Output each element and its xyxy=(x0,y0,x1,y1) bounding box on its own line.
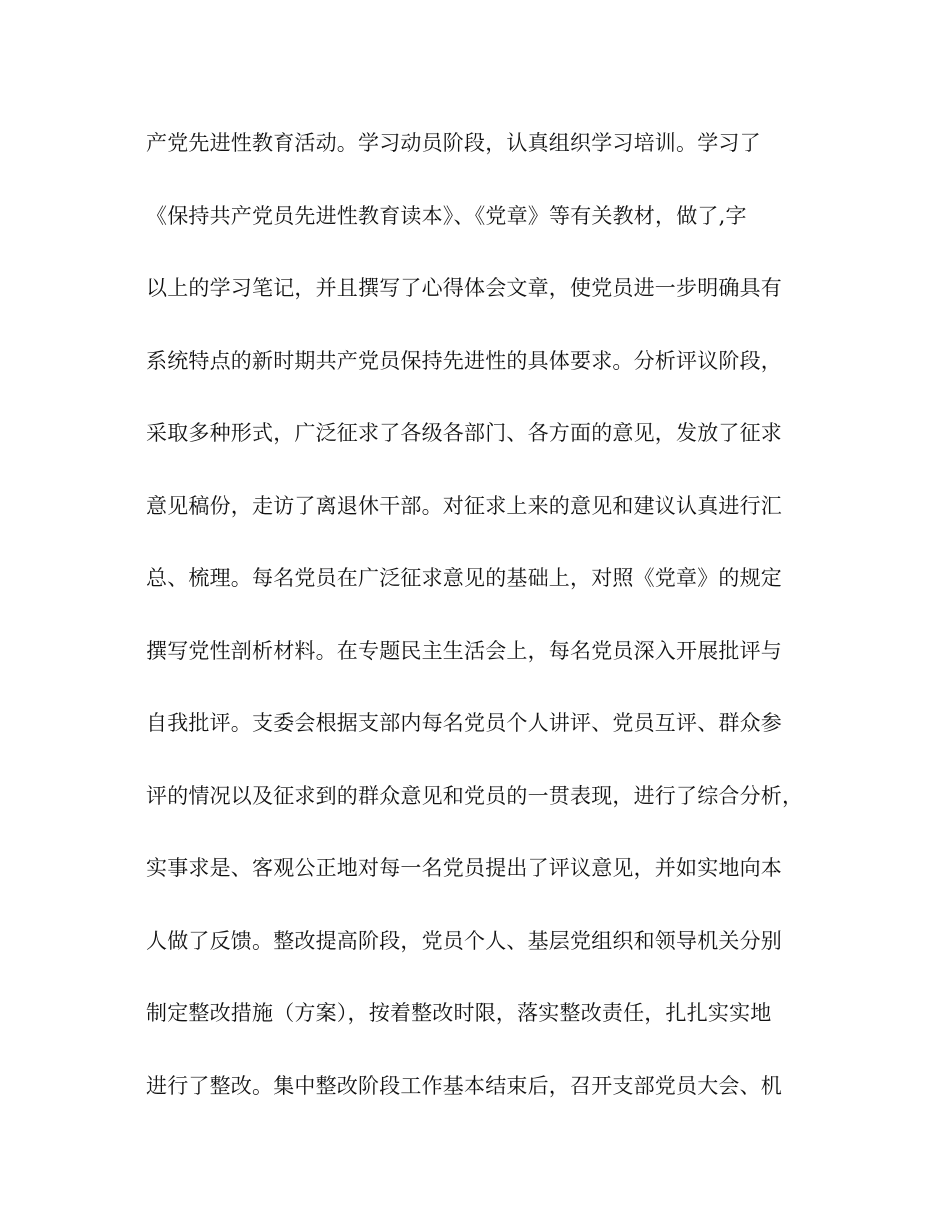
text-line: 人做了反馈。整改提高阶段，党员个人、基层党组织和领导机关分别 xyxy=(146,928,782,953)
text-line: 评的情况以及征求到的群众意见和党员的一贯表现，进行了综合分析， xyxy=(146,783,804,808)
text-line: 产党先进性教育活动。学习动员阶段，认真组织学习培训。学习了 xyxy=(146,131,761,155)
text-line: 自我批评。支委会根据支部内每名党员个人讲评、党员互评、群众参 xyxy=(146,711,782,735)
text-line: 撰写党性剖析材料。在专题民主生活会上，每名党员深入开展批评与 xyxy=(146,638,782,663)
text-line: 《保持共产党员先进性教育读本》、《党章》等有关教材，做了,字 xyxy=(146,203,747,228)
text-line: 实事求是、客观公正地对每一名党员提出了评议意见，并如实地向本 xyxy=(146,856,782,880)
text-line: 进行了整改。集中整改阶段工作基本结束后，召开支部党员大会、机 xyxy=(146,1073,782,1098)
text-line: 以上的学习笔记，并且撰写了心得体会文章，使党员进一步明确具有 xyxy=(146,276,782,300)
text-line: 系统特点的新时期共产党员保持先进性的具体要求。分析评议阶段， xyxy=(146,348,782,373)
text-line: 意见稿份，走访了离退休干部。对征求上来的意见和建议认真进行汇 xyxy=(146,493,782,518)
body-text xyxy=(146,123,816,1138)
text-line: 采取多种形式，广泛征求了各级各部门、各方面的意见，发放了征求 xyxy=(146,421,782,445)
text-line: 制定整改措施（方案），按着整改时限，落实整改责任，扎扎实实地 xyxy=(146,1001,772,1025)
text-line: 总、梳理。每名党员在广泛征求意见的基础上，对照《党章》的规定 xyxy=(146,566,782,590)
